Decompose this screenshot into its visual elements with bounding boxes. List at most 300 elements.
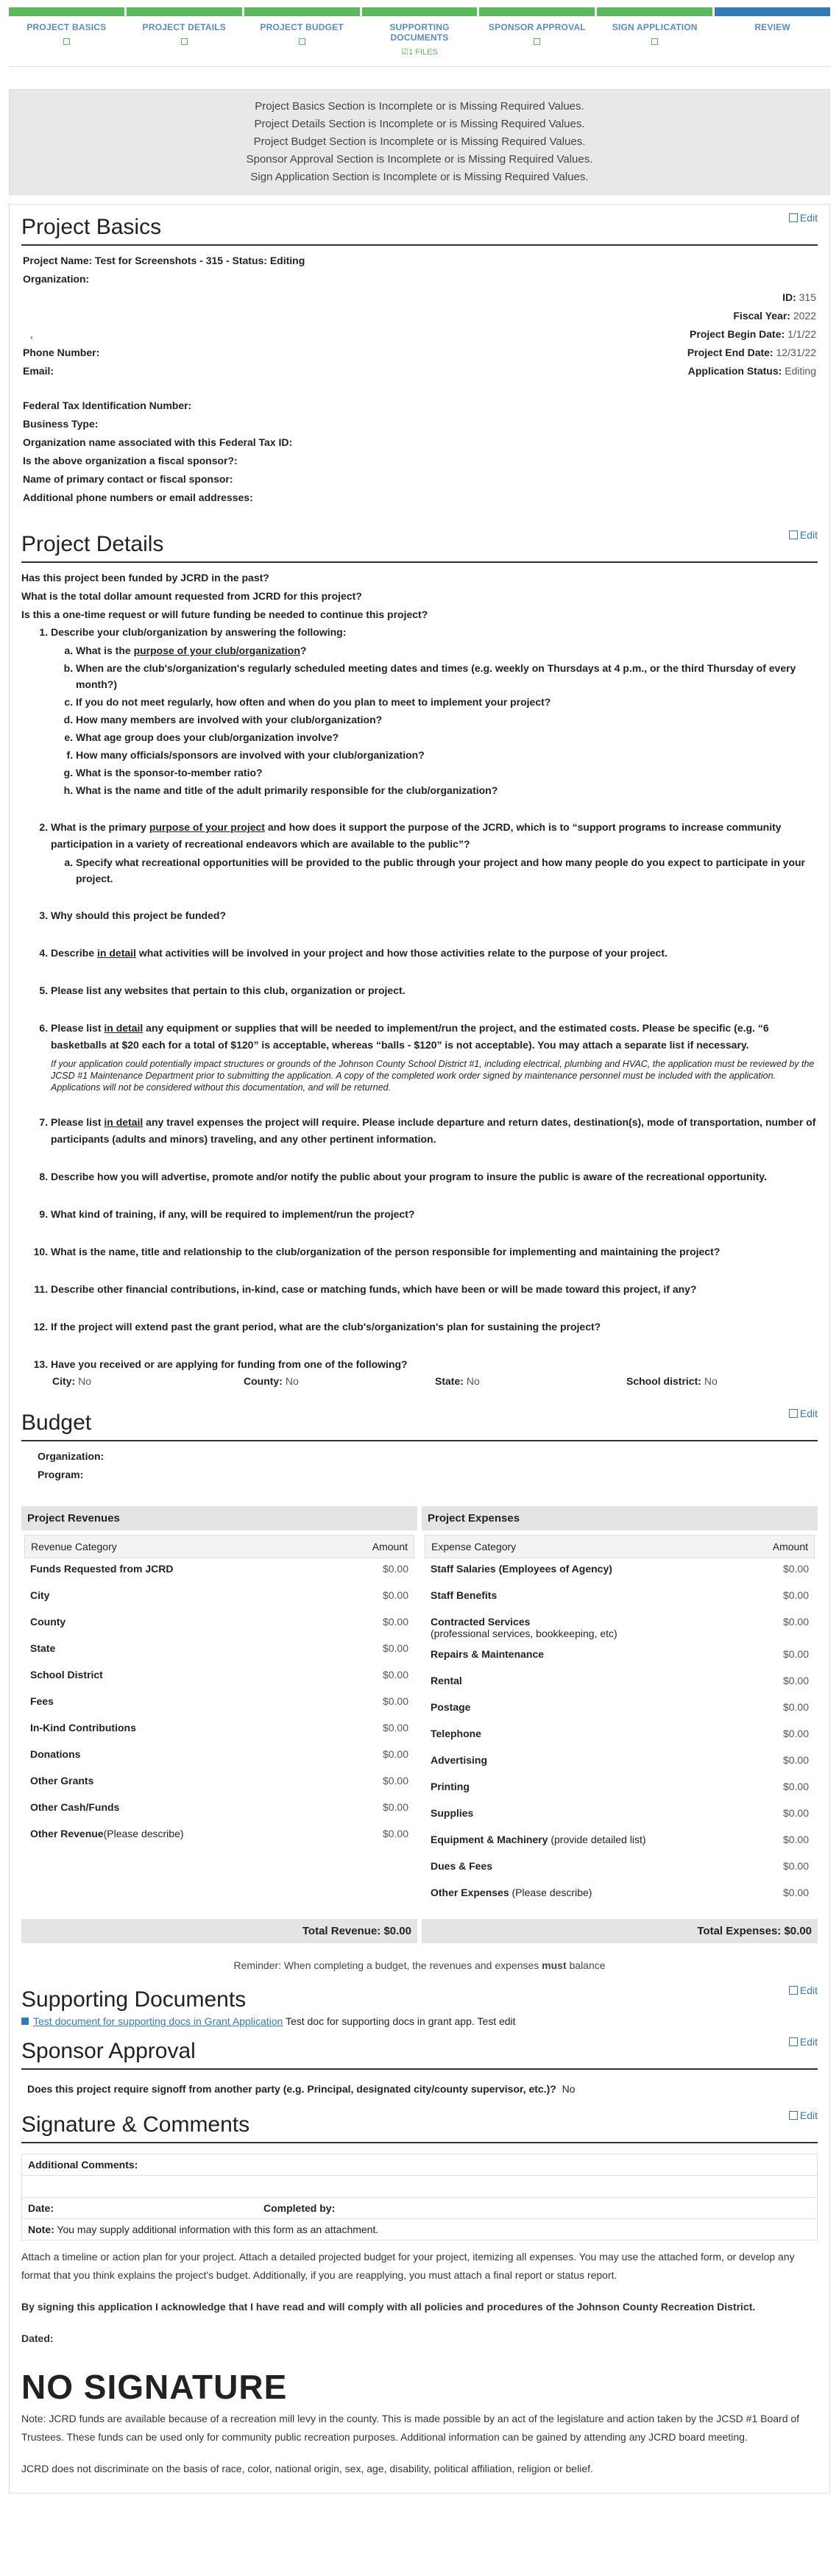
budget-row [24, 1611, 414, 1638]
budget-category [431, 1860, 765, 1878]
question-7 [51, 1114, 818, 1148]
question-10: 10. What is the name, title and relationship to the club/organization of the person responsible for implementing and maintaining the project? [51, 1243, 818, 1260]
section-title: Signature & Comments [21, 2110, 818, 2143]
wizard-step[interactable] [479, 7, 595, 57]
budget-amount: $0.00 [782, 1807, 809, 1819]
category-name: Supplies [431, 1807, 474, 1819]
reminder-text: Reminder: When completing a budget, the revenues and expenses [233, 1959, 542, 1971]
q-text: Describe [51, 947, 98, 959]
budget-category [30, 1669, 364, 1686]
details-question: Is this a one-time request or will future funding be needed to continue this project? [21, 608, 428, 620]
alert-message: Project Details Section is Incomplete or is Missing Required Values. [254, 118, 585, 130]
nondiscrimination-statement: JCRD does not discriminate on the basis of race, color, national origin, sex, age, disability, political affiliation, religion or belief. [21, 2463, 593, 2474]
q-text: Describe your club/organization by answering the following: [51, 626, 347, 638]
step-progress-bar [362, 7, 478, 16]
sponsor-question: Does this project require signoff from another party (e.g. Principal, designated city/county supervisor, etc.)? [27, 2083, 556, 2095]
exp-category-header: Expense Category [431, 1541, 517, 1553]
funding-value: No [466, 1375, 480, 1387]
phone-label: Phone Number: [23, 347, 100, 358]
field-label: Business Type: [23, 418, 99, 430]
budget-row [425, 1829, 815, 1856]
check-icon: ☑ [401, 48, 409, 57]
question-13 [51, 1356, 818, 1390]
budget-program-label: Program: [38, 1469, 84, 1480]
category-name: Donations [30, 1748, 81, 1760]
question-3: 3. Why should this project be funded? [51, 907, 818, 924]
budget-amount: $0.00 [382, 1828, 408, 1839]
step-progress-bar [9, 7, 124, 16]
q-text: what activities will be involved in your project and how those activities relate to the purpose of your project. [135, 947, 668, 959]
step-status [244, 37, 360, 47]
funding-note: Note: JCRD funds are available because of a recreation mill levy in the county. This is made possible by an act of the legislature and action taken by the JCSD #1 Board of Trustees. These funds can be used only for community public recreation purposes. Additional information can be gained by attending any JCRD board meeting. [21, 2413, 800, 2443]
alert-message: Project Basics Section is Incomplete or is Missing Required Values. [255, 100, 584, 113]
question-4 [51, 945, 818, 962]
budget-amount: $0.00 [382, 1642, 408, 1654]
q-text: What is the [76, 645, 134, 656]
step-status [715, 37, 830, 47]
budget-category [30, 1828, 364, 1845]
question-11: 11. Describe other financial contributions, in-kind, case or matching funds, which have been or will be made toward this project, if any? [51, 1281, 818, 1298]
budget-category [30, 1563, 364, 1580]
budget-row [425, 1558, 815, 1585]
budget-category [431, 1701, 765, 1719]
budget-amount: $0.00 [382, 1589, 408, 1601]
wizard-step[interactable] [362, 7, 478, 57]
edit-icon [789, 213, 798, 222]
id-label: ID: [782, 291, 796, 303]
edit-icon [789, 2111, 798, 2120]
document-link[interactable]: Test document for supporting docs in Grant Application [33, 2015, 283, 2027]
q2-a: a. Specify what recreational opportunities will be provided to the public through your project and how many people do you expect to participate in your project. [76, 854, 818, 887]
question-9: 9. What kind of training, if any, will be required to implement/run the project? [51, 1206, 818, 1223]
question-2 [51, 819, 818, 887]
budget-row [425, 1644, 815, 1670]
wizard-step[interactable] [244, 7, 360, 57]
budget-amount: $0.00 [782, 1648, 809, 1660]
section-title: Supporting Documents [21, 1987, 247, 2012]
budget-amount: $0.00 [782, 1675, 809, 1686]
alert-message: Sponsor Approval Section is Incomplete or is Missing Required Values. [246, 153, 593, 166]
budget-amount: $0.00 [382, 1722, 408, 1734]
budget-category [431, 1616, 765, 1639]
reminder-bold: must [542, 1959, 567, 1971]
budget-table [21, 1506, 818, 1909]
budget-amount: $0.00 [782, 1728, 809, 1739]
budget-amount: $0.00 [782, 1589, 809, 1601]
budget-category [30, 1775, 364, 1792]
checkbox-icon [534, 38, 540, 45]
edit-sponsor-button[interactable] [789, 2036, 818, 2048]
edit-basics-button[interactable] [789, 212, 818, 224]
category-name: City [30, 1589, 50, 1601]
budget-row [24, 1638, 414, 1664]
category-name: County [30, 1616, 66, 1628]
edit-label: Edit [799, 1984, 818, 1996]
budget-category [431, 1754, 765, 1772]
budget-category [431, 1887, 765, 1904]
expenses-column [422, 1506, 818, 1909]
signature-box [21, 2154, 818, 2240]
note-label: Note: [28, 2224, 54, 2235]
budget-row [24, 1770, 414, 1797]
basics-field [21, 452, 818, 470]
revenue-rows [21, 1558, 417, 1850]
q1-subitem: f. How many officials/sponsors are involved with your club/organization? [76, 747, 818, 763]
section-header-supporting [21, 1984, 818, 2012]
category-note: (provide detailed list) [548, 1834, 646, 1845]
wizard-step[interactable] [597, 7, 712, 57]
category-name: Equipment & Machinery [431, 1834, 548, 1845]
q-text: Please list [51, 1116, 105, 1128]
expense-rows [422, 1558, 818, 1909]
acknowledgement: By signing this application I acknowledge that I have read and will comply with all policies and procedures of the Johnson County Recreation District. [21, 2301, 756, 2313]
details-question: Has this project been funded by JCRD in the past? [21, 572, 269, 583]
category-name: Postage [431, 1701, 471, 1713]
category-name: Staff Salaries (Employees of Agency) [431, 1563, 612, 1575]
step-status [127, 37, 242, 47]
budget-row [24, 1664, 414, 1691]
basics-field [21, 397, 818, 415]
fiscal-year-value: 2022 [793, 310, 816, 322]
budget-row [425, 1585, 815, 1611]
basics-field [21, 489, 818, 507]
document-item [21, 2015, 818, 2027]
step-label: REVIEW [754, 22, 790, 32]
step-progress-bar [244, 7, 360, 16]
alert-message: Project Budget Section is Incomplete or is Missing Required Values. [253, 135, 586, 148]
q-text: Have you received or are applying for funding from one of the following? [51, 1358, 408, 1370]
budget-amount: $0.00 [782, 1563, 809, 1575]
end-date-label: Project End Date: [687, 347, 773, 358]
fiscal-year-label: Fiscal Year: [733, 310, 790, 322]
category-name: Funds Requested from JCRD [30, 1563, 174, 1575]
funding-label: State: [435, 1375, 464, 1387]
category-note: (Please describe) [103, 1828, 184, 1839]
date-label: Date: [28, 2202, 54, 2214]
edit-label: Edit [799, 529, 818, 541]
signature-placeholder: NO SIGNATURE [21, 2368, 288, 2406]
budget-row [425, 1723, 815, 1750]
project-name: Project Name: Test for Screenshots - 315 - Status: Editing [23, 255, 305, 266]
budget-category [30, 1748, 364, 1766]
budget-category [431, 1563, 765, 1580]
budget-row [425, 1750, 815, 1776]
funding-source [626, 1373, 818, 1390]
edit-label: Edit [799, 1408, 818, 1419]
category-name: In-Kind Contributions [30, 1722, 136, 1734]
budget-amount: $0.00 [382, 1801, 408, 1813]
end-date-value: 12/31/22 [776, 347, 816, 358]
budget-amount: $0.00 [382, 1616, 408, 1628]
status-value: Editing [785, 365, 816, 377]
category-name: Other Expenses [431, 1887, 509, 1898]
budget-amount: $0.00 [382, 1748, 408, 1760]
step-label: SIGN APPLICATION [612, 22, 698, 32]
budget-reminder [21, 1959, 818, 1971]
section-title: Budget [21, 1408, 818, 1441]
validation-alert [9, 89, 830, 195]
total-revenue: Total Revenue: $0.00 [21, 1919, 417, 1943]
budget-amount: $0.00 [782, 1834, 809, 1845]
edit-label: Edit [799, 212, 818, 224]
checkbox-icon [299, 38, 305, 45]
category-name: Contracted Services [431, 1616, 531, 1628]
edit-details-button[interactable] [789, 529, 818, 541]
edit-icon [789, 1986, 798, 1995]
category-name: Rental [431, 1675, 462, 1686]
category-name: Other Cash/Funds [30, 1801, 120, 1813]
category-name: Staff Benefits [431, 1589, 498, 1601]
field-label: Is the above organization a fiscal sponsor?: [23, 455, 238, 466]
step-status [362, 47, 478, 57]
revenues-subheader [24, 1535, 414, 1558]
budget-row [425, 1670, 815, 1697]
category-name: School District [30, 1669, 103, 1681]
budget-row [24, 1691, 414, 1717]
funding-label: City: [52, 1375, 76, 1387]
divider [9, 66, 830, 67]
category-name: Printing [431, 1781, 470, 1792]
budget-row [425, 1882, 815, 1909]
edit-supporting-button[interactable] [789, 1984, 818, 1996]
step-status [479, 37, 595, 47]
budget-row [425, 1697, 815, 1723]
field-label: Federal Tax Identification Number: [23, 400, 192, 411]
section-title: Project Basics [21, 212, 818, 246]
budget-row [24, 1797, 414, 1823]
section-header-basics [21, 212, 818, 246]
basics-field [21, 415, 818, 433]
field-label: Organization name associated with this Federal Tax ID: [23, 436, 293, 448]
category-name: Other Revenue [30, 1828, 104, 1839]
budget-category [30, 1589, 364, 1607]
step-progress-bar [715, 7, 830, 16]
revenues-heading: Project Revenues [21, 1506, 417, 1530]
status-label: Application Status: [687, 365, 782, 377]
budget-row [425, 1611, 815, 1644]
budget-category [431, 1781, 765, 1798]
category-name: Telephone [431, 1728, 481, 1739]
budget-amount: $0.00 [782, 1781, 809, 1792]
funding-value: No [285, 1375, 299, 1387]
basics-fields [21, 397, 818, 507]
amount-header: Amount [372, 1541, 408, 1553]
budget-amount: $0.00 [782, 1616, 809, 1628]
budget-row [425, 1856, 815, 1882]
q-text: any travel expenses the project will require. Please include departure and return dates, destination(s), mode of transportation, number of participants (adults and minors) traveling, and any other pertinent information. [51, 1116, 816, 1145]
document-description: Test doc for supporting docs in grant app. Test edit [283, 2015, 516, 2027]
q-text-underline: in detail [104, 1022, 144, 1034]
funding-value: No [78, 1375, 92, 1387]
q-text: Please list [51, 1022, 105, 1034]
budget-amount: $0.00 [382, 1695, 408, 1707]
begin-date-value: 1/1/22 [787, 328, 816, 340]
budget-category [30, 1695, 364, 1713]
q6-note: If your application could potentially impact structures or grounds of the Johnson County School District #1, including electrical, plumbing and HVAC, the application must be reviewed by the JCSD #1 Maintenance Department prior to submitting the application. A copy of the completed work order signed by maintenance personnel must be included with the application. Applications will not be considered without this documentation, and will be returned. [51, 1059, 815, 1093]
application-body: Project Basics Edit Project Name: Test for Screenshots - 315 - Status: Editing Organization: ID: 315 Fiscal Year: 2022 , Project Begin Date: 1/1/22 Phone Number: Project End Date: 12/31/22 Email: Application Status: Editing Federal Tax Identification Number: Business Type: Organization name associated with this Federal Tax ID: Is the above organization a fiscal sponsor?: Name of primary contact or fiscal sponsor: Additional phone numbers or email addresses: Project Details Edit Has this project been funded by JCRD in the past? What is the total dollar amount requested from JCRD for this project? Is this a one-time request or will future funding be needed to continue this project? 1. Describe your club/organization by answering the following: a. What is the purpose of your club/organization? b. When are the club's/organization's regularly scheduled meeting dates and times (e.g. weekly on Thursdays at 4 p.m., or the third Thursday of every month?) c. If you do not meet regularly, how often and when do you plan to meet to implement your project? d. How many members are involved with your club/organization? e. What age group does your club/organization involve? f. How many officials/sponsors are involved with your club/organization? g. What is the sponsor-to-member ratio? h. What is the name and title of the adult primarily responsible for the club/organization? 2. What is the primary purpose of your project and how does it support the purpose of the JCRD, which is to “support programs to increase community participation in a variety of recreational endeavors which are available to the public”? a. Specify what recreational opportunities will be provided to the public through your project and how many people do you expect to participate in your project. 3. Why should this project be funded? 4. Describe in detail what activities will be involved in your project and how those activities relate to the purpose of your project. 5. Please list any websites that pertain to this club, organization or project. 6. Please list in detail any equipment or supplies that will be needed to implement/run the project, and the estimated costs. Please be specific (e.g. “6 basketballs at $20 each for a total of $120” is acceptable, whereas “balls - $120” is not acceptable). You may attach a separate list if necessary. If your application could potentially impact structures or grounds of the Johnson County School District #1, including electrical, plumbing and HVAC, the application must be reviewed by the JCSD #1 Maintenance Department prior to submitting the application. A copy of the completed work order signed by maintenance personnel must be included with the application. Applications will not be considered without this documentation, and will be returned. 7. Please list in detail any travel expenses the project will require. Please include departure and return dates, destination(s), mode of transportation, number of participants (adults and minors) traveling, and any other pertinent information. 8. Describe how you will advertise, promote and/or notify the public about your program to insure the public is aware of the recreational opportunity. 9. What kind of training, if any, will be required to implement/run the project? 10. What is the name, title and relationship to the club/organization of the person responsible for implementing and maintaining the project? 11. Describe other financial contributions, in-kind, case or matching funds, which have been or will be made toward this project, if any? 12. If the project will extend past the grant period, what are the club's/organization's plan for sustaining the project? 13. Have you received or are applying for funding from one of the following? City: No County: No State: No School district: No Budget Edit Organization: Program: Project Revenues Revenue Category Amount Funds Requested from JCRD $0.00 City $0.00 County $0.00 State $0.00 School District $0.00 Fees $0.00 In-Kind Contributions $0.00 Donations $0.00 Other Grants $0.00 Other Cash/Funds $0.00 Other Revenue(Please describe) $0.00 Project Expenses Expense Category Amount Staff Salaries (Employees of Agency) $0.00 Staff Benefits $0.00 Contracted Services (professional services, bookkeeping, etc) $0.00 Repairs & Maintenance $0.00 Rental $0.00 Postage $0.00 Telephone $0.00 Advertising $0.00 Printing $0.00 Supplies $0.00 Equipment & Machinery (provide detailed list) $0.00 Dues & Fees $0.00 Other Expenses (Please describe) $0.00 Total Revenue: $0.00 Total Expenses: $0.00 Reminder: When completing a budget, the revenues and expenses must balance Supporting Documents Edit Test document for supporting docs in Grant Application Test doc for supporting docs in grant app. Test edit Sponsor Approval Edit Does this project require signoff from another party (e.g. Principal, designated city/county supervisor, etc.)? No Signature & Comments Edit Additional Comments: Date: Completed by: Note: You may supply additional information with this form as an attachment. Attach a timeline or action plan for your project. Attach a detailed projected budget for your project, itemizing all expenses. You may use the attached form, or develop any format that you think explains the project's budget. Additionally, if you are reapplying, you must attach a final report or status report. By signing this application I acknowledge that I have read and will comply with all policies and procedures of the Johnson County Recreation District. Dated: NO SIGNATURE Note: JCRD funds are available because of a recreation mill levy in the county. This is made possible by an act of the legislature and action taken by the JCSD #1 Board of Trustees. These funds can be used only for community public recreation purposes. Additional information can be gained by attending any JCRD board meeting. JCRD does not discriminate on the basis of race, color, national origin, sex, age, disability, political affiliation, religion or belief. [9, 204, 830, 2494]
q-text-underline: purpose of your club/organization [133, 645, 300, 656]
budget-category [30, 1616, 364, 1633]
budget-category [30, 1722, 364, 1739]
step-label: SPONSOR APPROVAL [488, 22, 586, 32]
budget-totals [21, 1919, 818, 1943]
edit-label: Edit [799, 2036, 818, 2048]
alert-message: Sign Application Section is Incomplete or is Missing Required Values. [250, 171, 589, 183]
budget-organization-label: Organization: [38, 1450, 105, 1462]
comments-label: Additional Comments: [28, 2159, 138, 2171]
email-label: Email: [23, 365, 54, 377]
funding-source [435, 1373, 626, 1390]
step-label: PROJECT BUDGET [260, 22, 344, 32]
section-header-sponsor [21, 2036, 818, 2070]
q-text-underline: in detail [104, 1116, 144, 1128]
budget-row [425, 1776, 815, 1803]
budget-amount: $0.00 [782, 1754, 809, 1766]
details-questions [21, 624, 818, 1390]
step-progress-bar [597, 7, 712, 16]
budget-row [24, 1585, 414, 1611]
budget-row [425, 1803, 815, 1829]
attach-instructions: Attach a timeline or action plan for your project. Attach a detailed projected budget for your project, itemizing all expenses. You may use the attached form, or develop any format that you think explains the project's budget. Additionally, if you are reapplying, you must attach a final report or status report. [21, 2251, 795, 2281]
question-5: 5. Please list any websites that pertain to this club, organization or project. [51, 982, 818, 999]
files-count: 1 FILES [408, 48, 438, 57]
organization-label: Organization: [23, 273, 90, 285]
funding-label: County: [244, 1375, 283, 1387]
id-value: 315 [799, 291, 816, 303]
category-name: Repairs & Maintenance [431, 1648, 545, 1660]
funding-source [244, 1373, 435, 1390]
revenues-column [21, 1506, 417, 1909]
q-text: and how does it support the purpose of the JCRD, which is to “support programs to increase community participation in a variety of recreational endeavors which are available to the public”? [51, 821, 782, 850]
category-name: Dues & Fees [431, 1860, 493, 1872]
q-text: What is the primary [51, 821, 149, 833]
details-pre-questions [21, 569, 818, 624]
edit-icon [789, 531, 798, 539]
details-question: What is the total dollar amount requested from JCRD for this project? [21, 590, 362, 602]
expenses-subheader [425, 1535, 815, 1558]
question-12: 12. If the project will extend past the grant period, what are the club's/organization's plan for sustaining the project? [51, 1319, 818, 1335]
q-text-underline: purpose of your project [149, 821, 265, 833]
question-6 [51, 1020, 818, 1093]
q1-subitem: c. If you do not meet regularly, how often and when do you plan to meet to implement your project? [76, 694, 818, 710]
budget-row [24, 1558, 414, 1585]
sponsor-answer: No [562, 2083, 576, 2095]
step-label: PROJECT DETAILS [142, 22, 227, 32]
category-note: (professional services, bookkeeping, etc) [431, 1628, 617, 1639]
budget-category [431, 1648, 765, 1666]
q-text: ? [300, 645, 307, 656]
budget-row [24, 1744, 414, 1770]
budget-amount: $0.00 [382, 1563, 408, 1575]
budget-category [431, 1807, 765, 1825]
section-title: Sponsor Approval [21, 2036, 818, 2070]
checkbox-icon [181, 38, 188, 45]
q1-subitem: h. What is the name and title of the adult primarily responsible for the club/organization? [76, 782, 818, 798]
total-expenses: Total Expenses: $0.00 [422, 1919, 818, 1943]
step-status [9, 37, 124, 47]
budget-row [24, 1823, 414, 1850]
field-label: Additional phone numbers or email addresses: [23, 492, 253, 503]
q1-sublist [51, 642, 818, 798]
edit-icon [789, 1409, 798, 1418]
q1-a [76, 642, 818, 659]
step-progress-bar [479, 7, 595, 16]
q1-subitem: e. What age group does your club/organization involve? [76, 729, 818, 745]
rev-category-header: Revenue Category [31, 1541, 117, 1553]
budget-amount: $0.00 [382, 1775, 408, 1786]
basics-field [21, 470, 818, 489]
budget-amount: $0.00 [782, 1860, 809, 1872]
q-text: any equipment or supplies that will be needed to implement/run the project, and the estimated costs. Please be specific (e.g. “6 basketballs at $20 each for a total of $120” is acceptable, whereas “balls - $120” is not acceptable). You may attach a separate list if necessary. [51, 1022, 769, 1051]
budget-category [431, 1728, 765, 1745]
q1-subitem: g. What is the sponsor-to-member ratio? [76, 764, 818, 781]
edit-label: Edit [799, 2110, 818, 2121]
budget-category [431, 1675, 765, 1692]
edit-icon [789, 2037, 798, 2046]
funding-label: School district: [626, 1375, 701, 1387]
basics-field [21, 433, 818, 452]
section-header-budget [21, 1408, 818, 1441]
step-progress-bar [127, 7, 242, 16]
step-status [597, 37, 712, 47]
budget-amount: $0.00 [782, 1887, 809, 1898]
field-label: Name of primary contact or fiscal sponsor: [23, 473, 233, 485]
q13-answers [51, 1373, 818, 1390]
budget-category [30, 1801, 364, 1819]
category-name: Other Grants [30, 1775, 94, 1786]
q-text-underline: in detail [97, 947, 136, 959]
wizard-step[interactable] [127, 7, 242, 57]
begin-date-label: Project Begin Date: [690, 328, 785, 340]
file-icon [21, 2018, 29, 2025]
section-header-signature [21, 2110, 818, 2143]
budget-category [431, 1589, 765, 1607]
edit-budget-button[interactable] [789, 1408, 818, 1419]
reminder-text: balance [566, 1959, 606, 1971]
wizard-step[interactable] [9, 7, 124, 57]
checkbox-icon [63, 38, 70, 45]
edit-signature-button[interactable] [789, 2110, 818, 2121]
completed-by-label: Completed by: [263, 2202, 336, 2214]
amount-header: Amount [772, 1541, 808, 1553]
expenses-heading: Project Expenses [422, 1506, 818, 1530]
budget-amount: $0.00 [382, 1669, 408, 1681]
funding-value: No [704, 1375, 718, 1387]
note-text: You may supply additional information with this form as an attachment. [54, 2224, 379, 2235]
section-title: Project Details [21, 529, 818, 563]
checkbox-icon [651, 38, 658, 45]
budget-category [431, 1834, 765, 1851]
step-label: PROJECT BASICS [26, 22, 107, 32]
question-1 [51, 624, 818, 798]
funding-source [52, 1373, 244, 1390]
question-8: 8. Describe how you will advertise, promote and/or notify the public about your program to insure the public is aware of the recreational opportunity. [51, 1168, 818, 1185]
budget-amount: $0.00 [782, 1701, 809, 1713]
wizard-step[interactable] [715, 7, 830, 57]
budget-category [30, 1642, 364, 1660]
category-name: State [30, 1642, 56, 1654]
budget-row [24, 1717, 414, 1744]
category-name: Advertising [431, 1754, 488, 1766]
q1-subitem: d. How many members are involved with your club/organization? [76, 712, 818, 728]
q1-subitem: b. When are the club's/organization's regularly scheduled meeting dates and times (e.g. weekly on Thursdays at 4 p.m., or the third Thursday of every month?) [76, 660, 818, 692]
category-name: Fees [30, 1695, 54, 1707]
section-header-details [21, 529, 818, 563]
category-note: (Please describe) [509, 1887, 592, 1898]
step-label: SUPPORTING DOCUMENTS [389, 22, 450, 43]
wizard-steps [0, 0, 839, 57]
dated-label: Dated: [21, 2332, 54, 2344]
